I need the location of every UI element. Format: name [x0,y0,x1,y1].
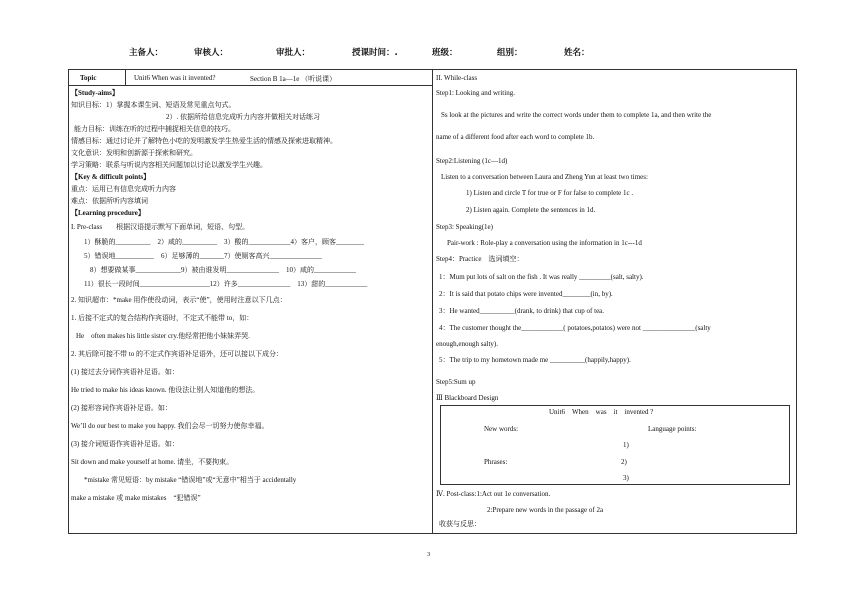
vocab-line: 8）想要做某事_____________9）被由谁发明_______________ 10）咸的____________ [90,266,356,274]
aim-line: 2）. 依据所给信息完成听力内容并做相关对话练习 [166,113,320,121]
topic-row-divider [68,85,432,86]
header-name: 姓名： [564,48,590,58]
step3-text: Pair-work : Role-play a conversation using the information in 1c---1d [447,239,642,247]
vocab-line: 11）很长一段时间____________________12）许多_______________ 13）甜的____________ [84,280,368,288]
aim-line: 情感目标：通过讨论并了解特色小吃的发明激发学生热爱生活的情感及探索进取精神。 [71,137,337,145]
step2-heading: Step2:Listening (1c—1d) [436,157,508,165]
step1-text: Ss look at the pictures and write the correct words under them to complete 1a, and then write the [441,111,712,119]
step3-heading: Step3: Speaking(1e) [436,223,493,231]
grammar-line: *mistake 常见短语：by mistake “错误地”或“无意中”相当于 accidentally [84,476,297,484]
while-class-heading: II. While-class [436,74,478,82]
blackboard-point: 2) [621,458,627,466]
blackboard-heading: Ⅲ Blackboard Design [436,394,499,402]
grammar-line: 1. 后接不定式的复合结构作宾语时，不定式不能带 to，如： [71,314,254,322]
grammar-line: Sit down and make yourself at home. 请坐，不要拘束。 [71,458,234,466]
grammar-line: make a mistake 或 make mistakes “犯错误” [71,494,201,502]
step5-heading: Step5:Sum up [436,378,476,386]
aim-line: 知识目标：1）掌握本课生词、短语及常见重点句式。 [71,101,236,109]
reflection-label: 收获与反思： [439,520,481,528]
study-aims-heading: 【Study-aims】 [71,89,119,97]
step2-item: 1) Listen and circle T for true or F for false to complete 1c . [466,189,634,197]
blackboard-point: 1) [623,441,629,449]
procedure-heading: 【Learning procedure】 [71,209,145,217]
grammar-line: (3) 接介词短语作宾语补足语。如： [71,440,179,448]
grammar-line: (1) 接过去分词作宾语补足语。如： [71,368,179,376]
key-point: 难点：依据所听内容填词 [71,197,148,205]
pre-class-instruction: I. Pre-class 根据汉语提示默写下面单词，短语、句型。 [71,223,250,231]
practice-item: 3：He wanted__________(drank, to drink) that cup of tea. [439,307,605,315]
blackboard-new-words: New words: [484,425,519,433]
step4-heading: Step4：Practice 选词填空： [436,255,524,263]
grammar-line: (2) 接形容词作宾语补足语。如： [71,404,172,412]
step1-text: name of a different food after each word to complete 1b. [436,133,595,141]
step2-text: Listen to a conversation between Laura and Zheng Yun at least two times: [441,173,648,181]
practice-item: 2：It is said that potato chips were invented________(in, by). [439,290,613,298]
grammar-line: 2. 其后除可接不带 to 的不定式作宾语补足语外，还可以接以下成分： [71,350,283,358]
grammar-line: We’ll do our best to make you happy. 我们会尽一切努力使你幸福。 [71,422,269,430]
vocab-line: 1）酥脆的__________ 2）咸的__________ 3）酸的____________4）客户，顾客________ [84,238,364,246]
header-preparer: 主备人： [129,48,164,58]
practice-item: 5：The trip to my hometown made me __________(happily,happy). [439,356,631,364]
aim-line: 文化意识：发明和创新源于探索和研究。 [71,149,197,157]
post-class-line: 2:Prepare new words in the passage of 2a [487,506,604,514]
step1-heading: Step1: Looking and writing. [436,89,515,97]
blackboard-phrases: Phrases: [484,458,508,466]
aim-line: 能力目标：训练在听的过程中捕捉相关信息的技巧。 [74,125,235,133]
vocab-line: 5）错误地___________ 6）足够薄的_______7）使厕客高兴_______________ [84,252,322,260]
blackboard-point: 3) [623,474,629,482]
header-reviewer: 审核人： [194,48,229,58]
column-divider [432,69,433,534]
page-number: 3 [427,551,431,558]
topic-title: Unit6 When was it invented? [134,74,216,82]
practice-item: 1：Mum put lots of salt on the fish . It was really _________(salt, salty). [439,273,644,281]
key-points-heading: 【Key & difficult points】 [71,173,151,181]
grammar-line: 2. 知识超市：*make 用作使役动词，表示“使”，使用时注意以下几点： [71,296,287,304]
aim-line: 学习策略：联系与听说内容相关问题加以讨论以激发学生兴趣。 [71,161,267,169]
blackboard-language-points: Language points: [648,425,697,433]
topic-label: Topic [80,74,97,82]
header-class: 班级： [432,48,458,58]
post-class-line: Ⅳ. Post-class:1:Act out 1e conversation. [436,490,551,498]
topic-cell-divider [125,69,126,85]
practice-item: enough,enough salty). [436,340,499,348]
header-time: 授课时间：. [352,48,398,58]
grammar-line: He often makes his little sister cry.他经常把他小妹妹弄哭. [76,332,250,340]
header-group: 组别： [497,48,523,58]
header-approver: 审批人： [276,48,311,58]
step2-item: 2) Listen again. Complete the sentences in 1d. [466,206,596,214]
topic-section: Section B 1a—1e （听说课） [250,75,337,83]
grammar-line: He tried to make his ideas known. 他设法让别人知道他的想法。 [71,386,260,394]
blackboard-box [440,405,790,485]
practice-item: 4：The customer thought the____________( potatoes,potatos) were not _______________(salty [439,324,711,332]
key-point: 重点：运用已有信息完成听力内容 [71,185,176,193]
blackboard-title: Unit6 When was it invented ? [549,408,654,416]
